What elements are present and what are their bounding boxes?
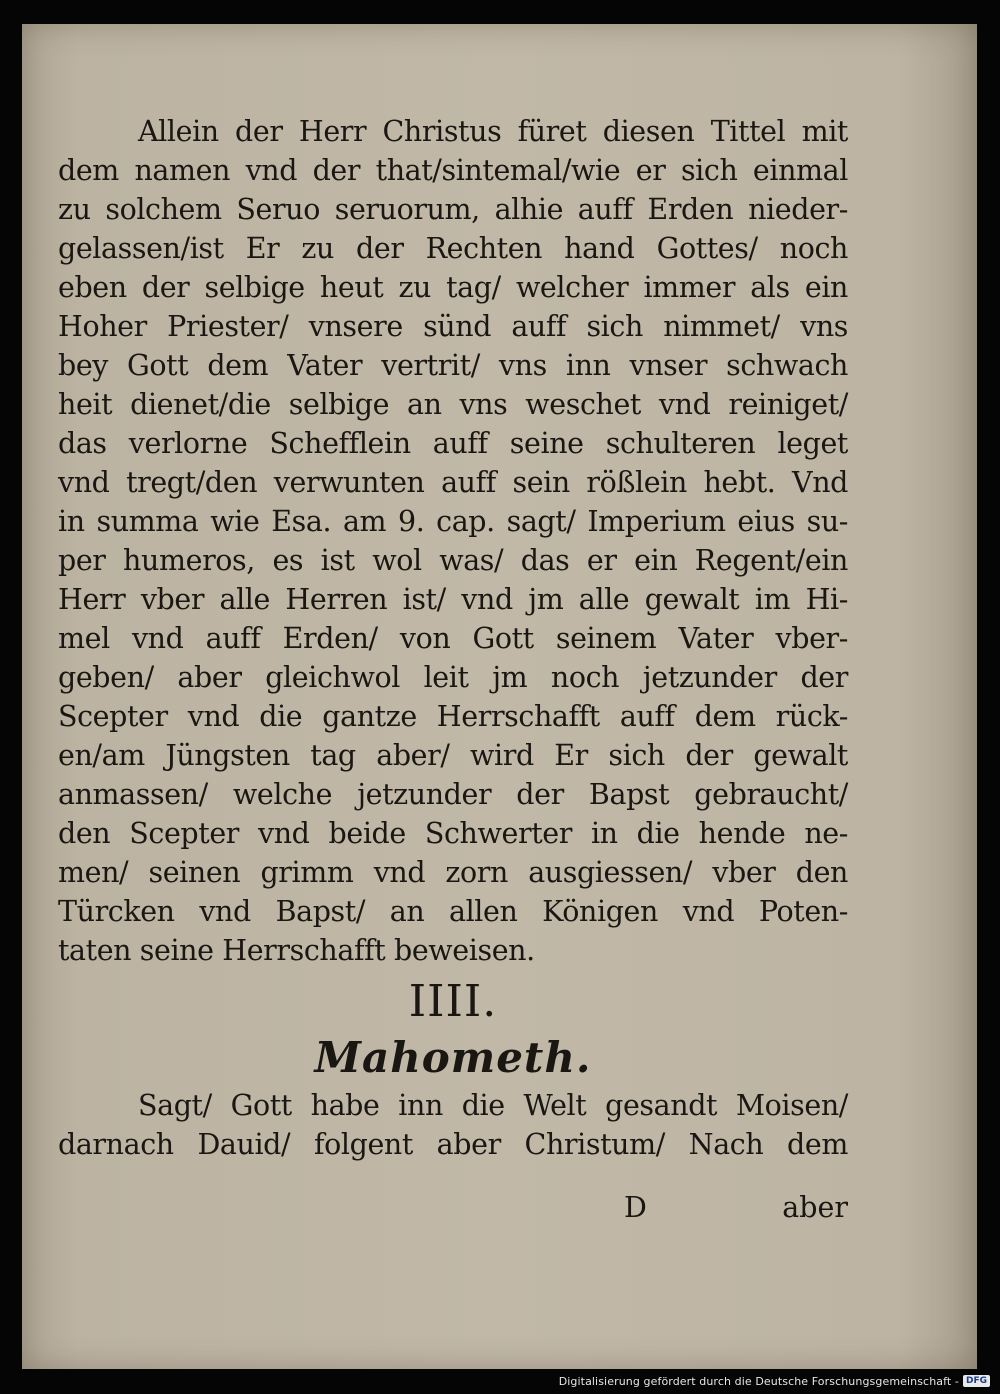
text-line: anmassen/ welche jetzunder der Bapst gebraucht/ <box>58 778 848 811</box>
text-line: per humeros, es ist wol was/ das er ein Regent/ein <box>58 544 848 577</box>
text-line: dem namen vnd der that/sintemal/wie er sich einmal <box>58 154 848 187</box>
text-line: das verlorne Schefflein auff seine schulteren leget <box>58 427 848 460</box>
catchword: aber <box>782 1191 848 1224</box>
text-line: vnd tregt/den verwunten auff sein rößlein hebt. Vnd <box>58 466 848 499</box>
text-line: darnach Dauid/ folgent aber Christum/ Nach dem <box>58 1128 848 1161</box>
section-number: IIII. <box>408 976 498 1027</box>
text-line: taten seine Herrschafft beweisen. <box>58 934 535 967</box>
text-line: Herr vber alle Herren ist/ vnd jm alle gewalt im Hi- <box>58 583 848 616</box>
text-line: den Scepter vnd beide Schwerter in die hende ne- <box>58 817 848 850</box>
text-line: in summa wie Esa. am 9. cap. sagt/ Imperium eius su- <box>58 505 848 538</box>
text-line: Allein der Herr Christus füret diesen Tittel mit <box>138 115 848 148</box>
text-line: zu solchem Seruo seruorum, alhie auff Erden nieder- <box>58 193 848 226</box>
footer-credit: Digitalisierung gefördert durch die Deutsche Forschungsgemeinschaft - <box>558 1374 959 1388</box>
text-line: men/ seinen grimm vnd zorn ausgiessen/ vber den <box>58 856 848 889</box>
dfg-logo-icon: DFG <box>963 1375 990 1387</box>
section-title: Mahometh. <box>314 1033 592 1082</box>
signature-mark: D <box>624 1191 647 1224</box>
text-line: mel vnd auff Erden/ von Gott seinem Vater vber- <box>58 622 848 655</box>
text-line: Sagt/ Gott habe inn die Welt gesandt Moisen/ <box>138 1089 848 1122</box>
text-line: heit dienet/die selbige an vns weschet vnd reiniget/ <box>58 388 848 421</box>
text-line: Türcken vnd Bapst/ an allen Königen vnd Poten- <box>58 895 848 928</box>
text-line: en/am Jüngsten tag aber/ wird Er sich der gewalt <box>58 739 848 772</box>
book-page <box>22 24 977 1369</box>
text-line: Hoher Priester/ vnsere sünd auff sich nimmet/ vns <box>58 310 848 343</box>
text-line: gelassen/ist Er zu der Rechten hand Gottes/ noch <box>58 232 848 265</box>
digitization-footer <box>559 1372 990 1390</box>
text-line: geben/ aber gleichwol leit jm noch jetzunder der <box>58 661 848 694</box>
text-line: bey Gott dem Vater vertrit/ vns inn vnser schwach <box>58 349 848 382</box>
page-foot <box>58 1191 848 1230</box>
text-line: Scepter vnd die gantze Herrschafft auff dem rück- <box>58 700 848 733</box>
page-text <box>58 112 848 1164</box>
text-line: eben der selbige heut zu tag/ welcher immer als ein <box>58 271 848 304</box>
